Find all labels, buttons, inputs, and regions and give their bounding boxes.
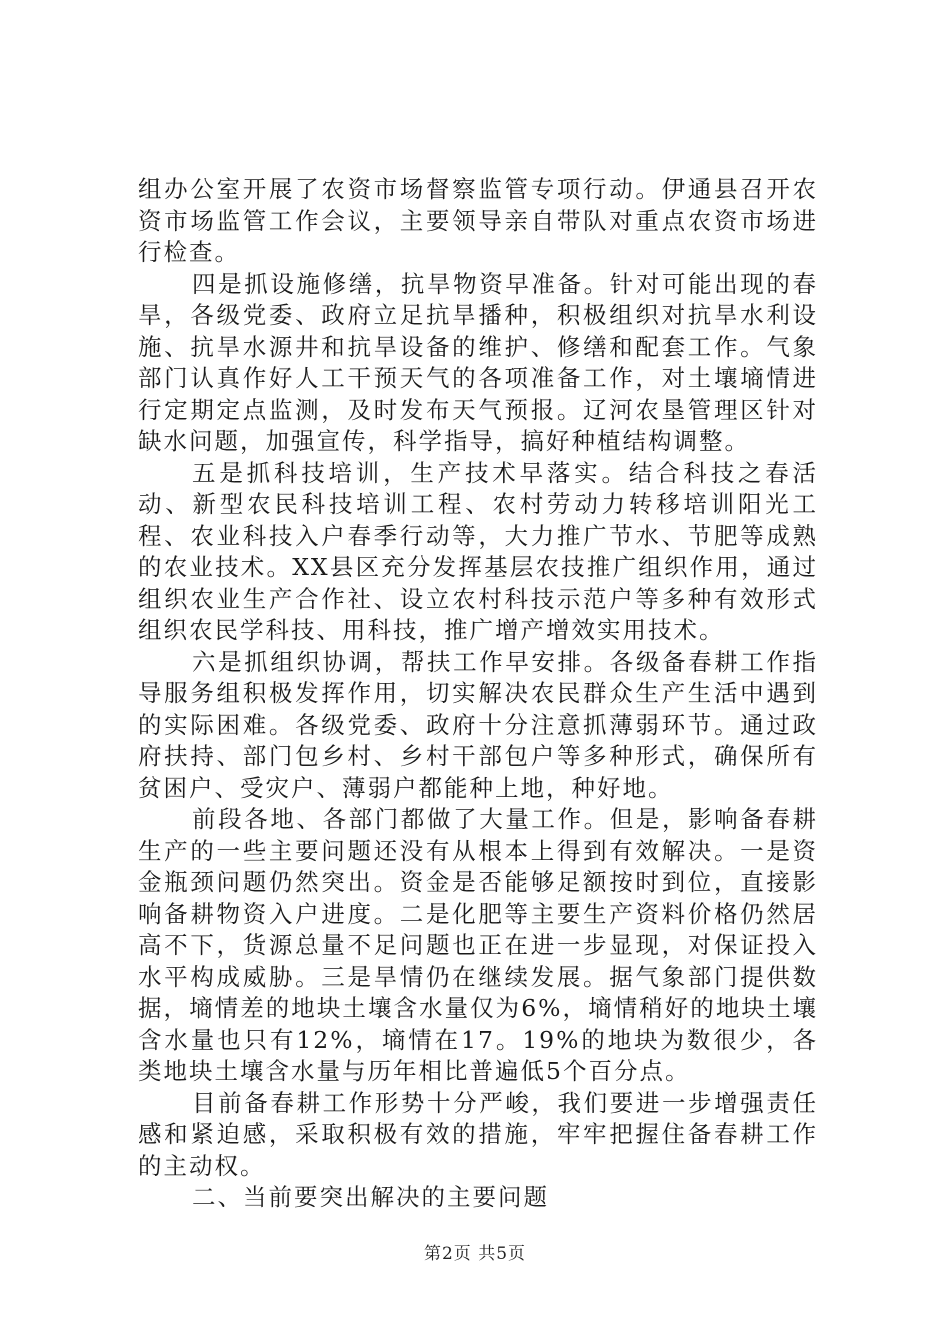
page-footer: 第2页 共5页 — [423, 1244, 527, 1264]
paragraph-tech-training: 五是抓科技培训，生产技术早落实。结合科技之春活动、新型农民科技培训工程、农村劳动力转移培训阳光工程、农业科技入户春季行动等，大力推广节水、节肥等成熟的农业技术。XX县区充分发挥基层农技推广组织作用，通过组织农业生产合作社、设立农村科技示范户等多种有效形式组织农民学科技、用科技，推广增产增效实用技术。 — [138, 458, 818, 644]
section-heading: 二、当前要突出解决的主要问题 — [192, 1183, 550, 1211]
document-body — [138, 174, 818, 1214]
paragraph-continuation: 组办公室开展了农资市场督察监管专项行动。伊通县召开农资市场监管工作会议，主要领导亲自带队对重点农资市场进行检查。 — [138, 175, 818, 266]
paragraph-coordination: 六是抓组织协调，帮扶工作早安排。各级备春耕工作指导服务组积极发挥作用，切实解决农民群众生产生活中遇到的实际困难。各级党委、政府十分注意抓薄弱环节。通过政府扶持、部门包乡村、乡村干部包户等多种形式，确保所有贫困户、受灾户、薄弱户都能种上地，种好地。 — [138, 647, 818, 802]
paragraph-situation: 目前备春耕工作形势十分严峻，我们要进一步增强责任感和紧迫感，采取积极有效的措施，牢牢把握住备春耕工作的主动权。 — [138, 1088, 818, 1180]
paragraph-facility-repair: 四是抓设施修缮，抗旱物资早准备。针对可能出现的春旱，各级党委、政府立足抗旱播种，积极组织对抗旱水利设施、抗旱水源井和抗旱设备的维护、修缮和配套工作。气象部门认真作好人工干预天气的各项准备工作，对土壤墒情进行定期定点监测，及时发布天气预报。辽河农垦管理区针对缺水问题，加强宣传，科学指导，搞好种植结构调整。 — [138, 269, 818, 455]
paragraph-problems: 前段各地、各部门都做了大量工作。但是，影响备春耕生产的一些主要问题还没有从根本上得到有效解决。一是资金瓶颈问题仍然突出。资金是否能够足额按时到位，直接影响备耕物资入户进度。二是化肥等主要生产资料价格仍然居高不下，货源总量不足问题也正在进一步显现，对保证投入水平构成威胁。三是旱情仍在继续发展。据气象部门提供数据，墒情差的地块土壤含水量仅为6%，墒情稍好的地块土壤含水量也只有12%，墒情在17。19%的地块为数很少，各类地块土壤含水量与历年相比普遍低5个百分点。 — [138, 805, 818, 1085]
